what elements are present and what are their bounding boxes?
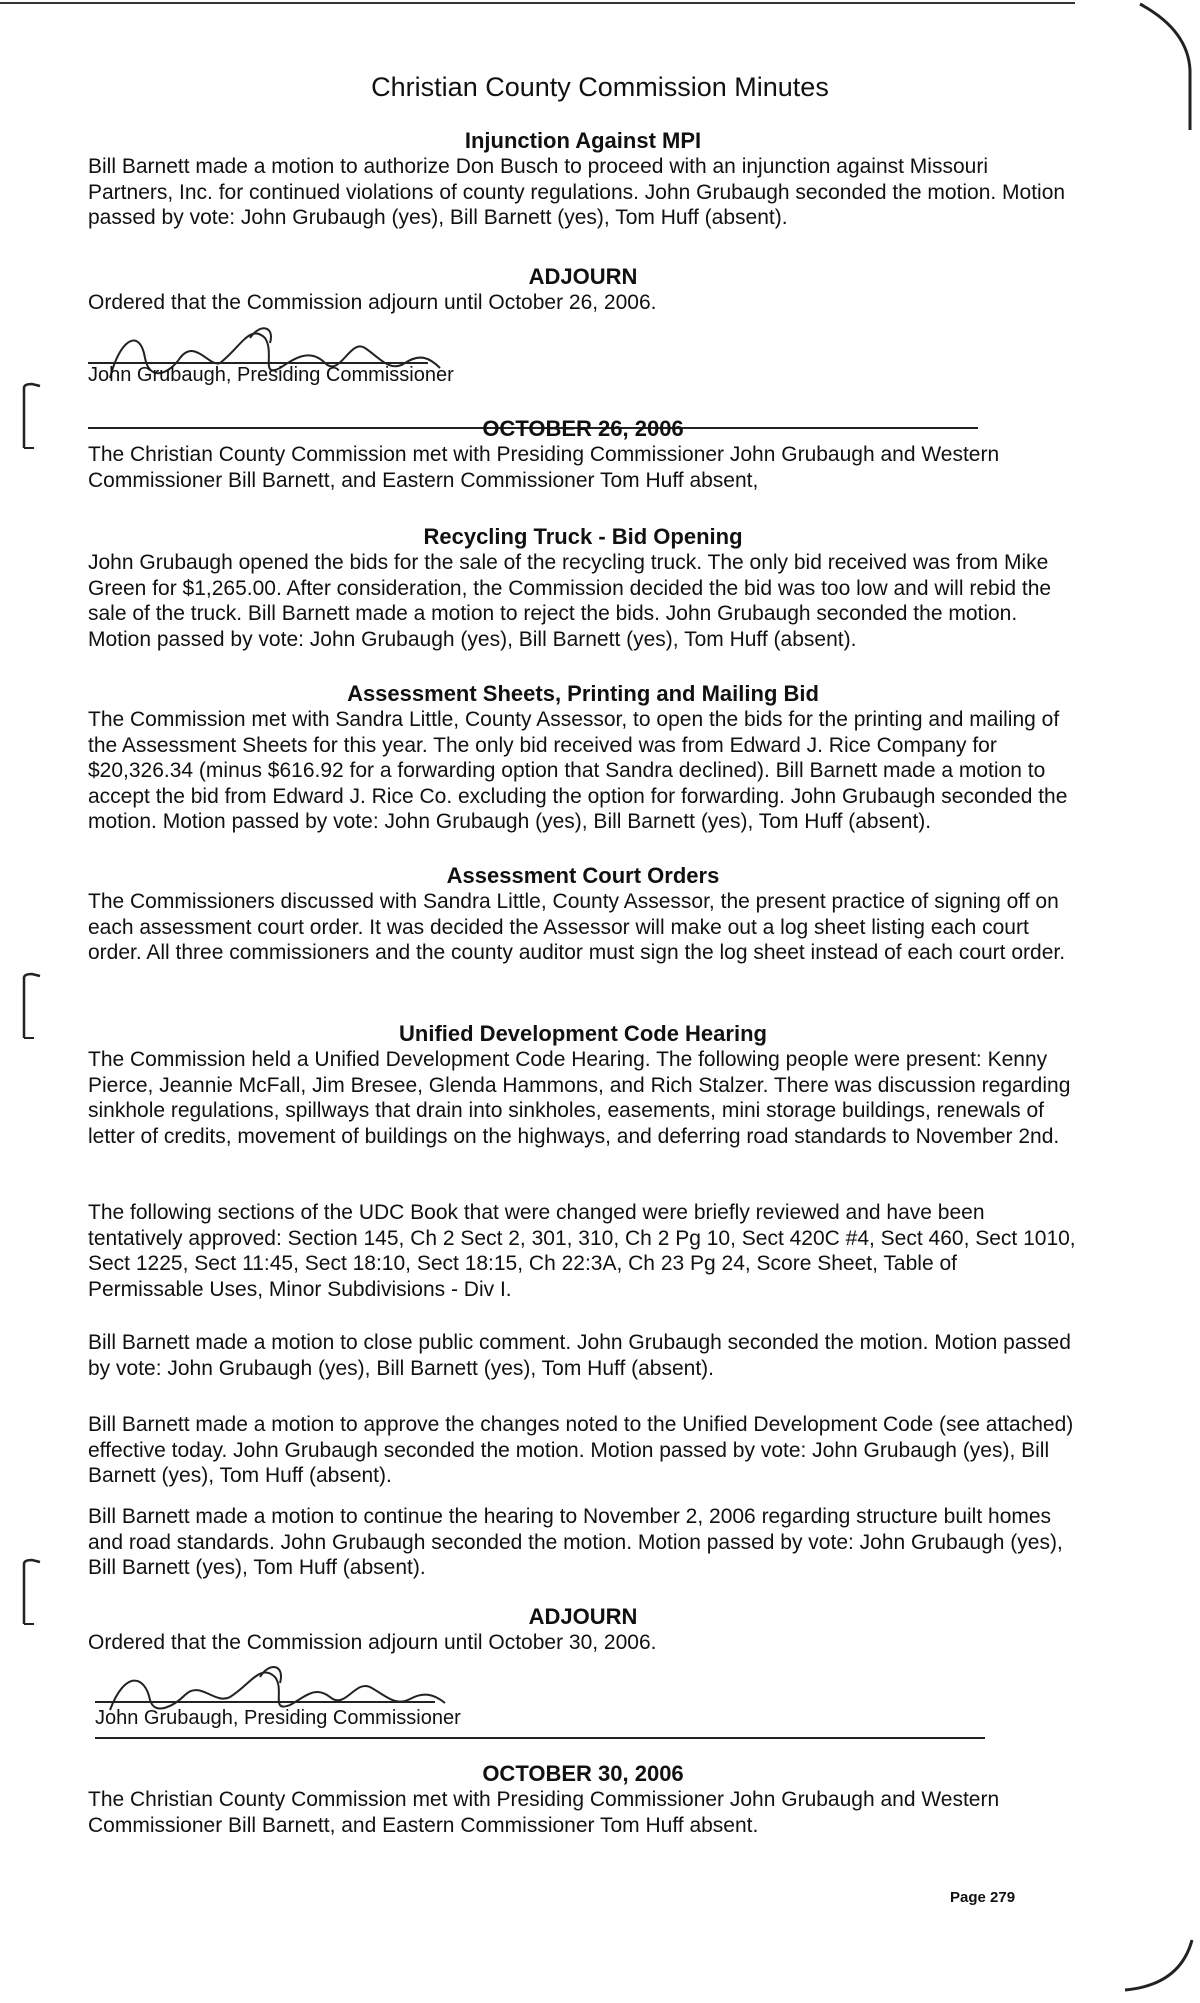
section-heading: OCTOBER 30, 2006 bbox=[482, 1761, 684, 1786]
section-heading: Injunction Against MPI bbox=[464, 128, 702, 153]
section-heading: ADJOURN bbox=[528, 1604, 638, 1629]
section-assessment-sheets bbox=[88, 680, 1078, 835]
section-text: John Grubaugh opened the bids for the sale of the recycling truck. The only bid received was from Mike Green for $1,265.00. After consideration, the Commission decided the bid was too low and will rebid the sale of the truck. Bill Barnett made a motion to reject the bids. John Grubaugh seconded the motion. Motion passed by vote: John Grubaugh (yes), Bill Barnett (yes), Tom Huff (absent). bbox=[88, 551, 1052, 651]
section-heading: Assessment Sheets, Printing and Mailing Bid bbox=[347, 681, 819, 706]
section-udc-hearing bbox=[88, 1020, 1078, 1149]
udc-paragraph-block bbox=[88, 1412, 1078, 1489]
section-text: The Christian County Commission met with Presiding Commissioner John Grubaugh and Western Commissioner Bill Barnett, and Eastern Commissioner Tom Huff absent, bbox=[88, 443, 1000, 492]
section-divider bbox=[95, 1737, 985, 1739]
signer-name: John Grubaugh, Presiding Commissioner bbox=[88, 364, 454, 386]
section-adjourn-1 bbox=[88, 263, 1078, 316]
signature-line bbox=[95, 1701, 435, 1703]
signer-name: John Grubaugh, Presiding Commissioner bbox=[95, 1707, 461, 1729]
section-text: The Christian County Commission met with Presiding Commissioner John Grubaugh and Western Commissioner Bill Barnett, and Eastern Commissioner Tom Huff absent. bbox=[88, 1788, 1000, 1837]
udc-paragraph-block bbox=[88, 1200, 1078, 1302]
section-oct-26 bbox=[88, 415, 1078, 493]
section-heading: ADJOURN bbox=[528, 264, 638, 289]
section-text: Bill Barnett made a motion to authorize Don Busch to proceed with an injunction against Missouri Partners, Inc. for continued violations of county regulations. John Grubaugh seconded the motion. Motion passed by vote: John Grubaugh (yes), Bill Barnett (yes), Tom Huff (absent). bbox=[88, 155, 1066, 229]
document-title: Christian County Commission Minutes bbox=[371, 72, 829, 102]
udc-paragraph: Bill Barnett made a motion to continue the hearing to November 2, 2006 regarding structure built homes and road standards. John Grubaugh seconded the motion. Motion passed by vote: John Grubaugh (yes), Bill Barnett (yes), Tom Huff (absent). bbox=[88, 1505, 1063, 1579]
section-text: The Commissioners discussed with Sandra Little, County Assessor, the present practice of signing off on each assessment court order. It was decided the Assessor will make out a log sheet listing each court order. All three commissioners and the county auditor must sign the log sheet instead of each court order. bbox=[88, 890, 1066, 964]
section-text: Ordered that the Commission adjourn until October 26, 2006. bbox=[88, 291, 657, 314]
section-heading: OCTOBER 26, 2006 bbox=[482, 416, 684, 441]
section-court-orders bbox=[88, 862, 1078, 966]
section-oct-30 bbox=[88, 1760, 1078, 1838]
udc-paragraph-block bbox=[88, 1504, 1078, 1581]
udc-paragraph: Bill Barnett made a motion to approve the changes noted to the Unified Development Code (see attached) effective today. John Grubaugh seconded the motion. Motion passed by vote: John Grubaugh (yes), Bill Barnett (yes), Tom Huff (absent). bbox=[88, 1413, 1074, 1487]
section-text: Ordered that the Commission adjourn until October 30, 2006. bbox=[88, 1631, 657, 1654]
udc-paragraph: Bill Barnett made a motion to close public comment. John Grubaugh seconded the motion. Motion passed by vote: John Grubaugh (yes), Bill Barnett (yes), Tom Huff (absent). bbox=[88, 1331, 1071, 1380]
udc-paragraph: The following sections of the UDC Book that were changed were briefly reviewed and have been tentatively approved: Section 145, Ch 2 Sect 2, 301, 310, Ch 2 Pg 10, Sect 420C #4, Sect 460, Sect 1010, Sect 1225, Sect 11:45, Sect 18:10, Sect 18:15, Ch 22:3A, Ch 23 Pg 24, Score Sheet, Table of Permissable Uses, Minor Subdivisions - Div I. bbox=[88, 1201, 1076, 1301]
section-heading: Recycling Truck - Bid Opening bbox=[423, 524, 743, 549]
section-text: The Commission met with Sandra Little, County Assessor, to open the bids for the printing and mailing of the Assessment Sheets for this year. The only bid received was from Edward J. Rice Company for $20,326.34 (minus $616.92 for a forwarding option that Sandra declined). Bill Barnett made a motion to accept the bid from Edward J. Rice Co. excluding the option for forwarding. John Grubaugh seconded the motion. Motion passed by vote: John Grubaugh (yes), Bill Barnett (yes), Tom Huff (absent). bbox=[88, 708, 1068, 833]
section-adjourn-2 bbox=[88, 1603, 1078, 1656]
page-number: Page 279 bbox=[950, 1889, 1016, 1906]
section-injunction bbox=[88, 127, 1078, 231]
section-heading: Assessment Court Orders bbox=[446, 863, 720, 888]
section-recycling bbox=[88, 523, 1078, 652]
udc-paragraph-block bbox=[88, 1330, 1078, 1381]
binder-hole-icon bbox=[20, 972, 44, 1042]
section-heading: Unified Development Code Hearing bbox=[399, 1021, 767, 1046]
binder-hole-icon bbox=[20, 1558, 44, 1628]
binder-hole-icon bbox=[20, 382, 44, 452]
udc-paragraph: The Commission held a Unified Development Code Hearing. The following people were present: Kenny Pierce, Jeannie McFall, Jim Bresee, Glenda Hammons, and Rich Stalzer. There was discussion regarding sinkhole regulations, spillways that drain into sinkholes, easements, mini storage buildings, renewals of letter of credits, movement of buildings on the highways, and deferring road standards to November 2nd. bbox=[88, 1048, 1071, 1148]
